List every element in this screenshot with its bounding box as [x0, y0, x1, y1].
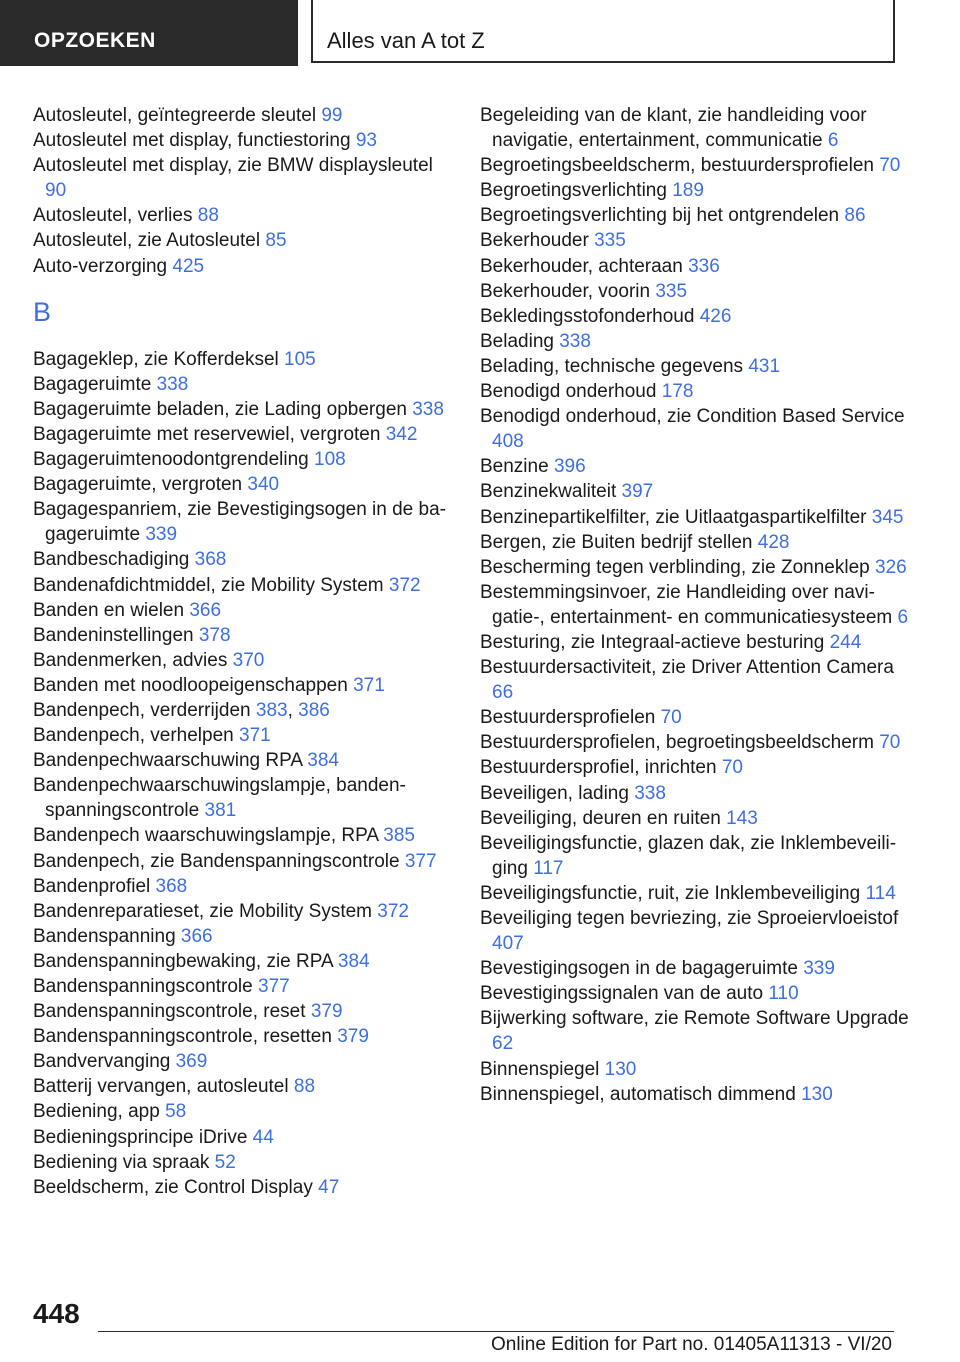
- index-entry: [33, 203, 453, 228]
- page-link[interactable]: 62: [492, 1033, 514, 1055]
- index-entry-text: Begeleiding van de klant, zie handleiding voor navigatie, entertainment, communicatie: [480, 105, 867, 152]
- page-link[interactable]: 385: [383, 825, 415, 847]
- index-entry-text: Bandbeschadiging: [33, 549, 195, 571]
- index-entry-text: Beveiliging, deuren en ruiten: [480, 807, 727, 829]
- page-link[interactable]: 130: [801, 1083, 833, 1105]
- index-entry: [480, 956, 920, 981]
- index-entry: [33, 748, 453, 773]
- page-link[interactable]: 66: [492, 682, 514, 704]
- page-link[interactable]: 338: [156, 373, 189, 395]
- index-entry-text: Autosleutel met display, functiestoring: [33, 130, 356, 152]
- page-link[interactable]: 425: [172, 255, 205, 277]
- page-link[interactable]: 143: [726, 807, 758, 829]
- index-entry: [33, 849, 453, 874]
- page-header: [0, 0, 960, 66]
- index-entry: [33, 573, 453, 598]
- page-link[interactable]: 369: [175, 1051, 208, 1073]
- index-entry: [33, 899, 453, 924]
- index-entry-text: Binnenspiegel: [480, 1058, 605, 1080]
- page-link[interactable]: 6: [827, 130, 839, 152]
- page-link[interactable]: 397: [621, 481, 654, 503]
- page-link[interactable]: 377: [404, 850, 437, 872]
- index-entry: [33, 547, 453, 572]
- index-entry-text: Beveiligen, lading: [480, 782, 635, 804]
- index-entry: [480, 1082, 920, 1107]
- index-entry-text: Autosleutel, zie Autosleutel: [33, 230, 266, 252]
- page-link[interactable]: 342: [385, 423, 418, 445]
- index-entry-text: Begroetingsverlichting: [480, 180, 673, 202]
- index-entry-text: Bekerhouder: [480, 230, 595, 252]
- index-entry: [33, 347, 453, 372]
- page-link[interactable]: 178: [661, 381, 694, 403]
- index-entry-text: Bekledingsstofonderhoud: [480, 305, 700, 327]
- index-entry: [480, 254, 920, 279]
- index-entry: [480, 379, 920, 404]
- index-entry: Bandenpech, verderrijden 383, 386: [33, 699, 330, 721]
- edition-note: Online Edition for Part no. 01405A11313 - VI/20: [490, 1334, 892, 1355]
- page-link[interactable]: 338: [634, 782, 666, 804]
- index-entry-text: Benzine: [480, 456, 554, 478]
- index-entry: [480, 655, 920, 705]
- index-entry-text: Bandvervanging: [33, 1051, 176, 1073]
- index-entry: [480, 454, 920, 479]
- index-entry: [480, 555, 920, 580]
- page-link[interactable]: 47: [318, 1176, 340, 1198]
- index-entry: [480, 831, 920, 881]
- index-entry-text: Bestuurdersprofiel, inrichten: [480, 757, 722, 779]
- index-entry-text: Bestuurdersprofielen, begroetingsbeeldscherm: [480, 732, 880, 754]
- index-column-left: [33, 103, 453, 1200]
- index-entry-text: Bagageruimte: [33, 373, 157, 395]
- page-link[interactable]: 52: [214, 1151, 236, 1173]
- index-entry: [480, 103, 920, 153]
- index-entry: [33, 472, 453, 497]
- index-entry-text: Beveiligingsfunctie, ruit, zie Inklembeveiliging: [480, 882, 866, 904]
- page-link[interactable]: 70: [879, 155, 901, 177]
- index-entry-text: Bandenpechwaarschuwing RPA: [33, 750, 308, 772]
- page-link[interactable]: 105: [284, 348, 316, 370]
- index-entry: [33, 128, 453, 153]
- index-entry: [480, 730, 920, 755]
- index-entry-text: Bandenspanningbewaking, zie RPA: [33, 950, 338, 972]
- page-link[interactable]: 85: [265, 230, 287, 252]
- index-entry: [33, 397, 453, 422]
- index-entry: [33, 103, 453, 128]
- page-link[interactable]: 370: [232, 649, 265, 671]
- index-entry-text: Bestuurdersprofielen: [480, 707, 661, 729]
- page-link[interactable]: 371: [353, 674, 385, 696]
- page-link[interactable]: 372: [377, 900, 409, 922]
- page-link[interactable]: 93: [355, 130, 377, 152]
- index-entry-text: Bekerhouder, voorin: [480, 280, 656, 302]
- index-entry-text: Bandenmerken, advies: [33, 649, 233, 671]
- page-link[interactable]: 338: [559, 330, 591, 352]
- index-entry-text: Batterij vervangen, autosleutel: [33, 1076, 294, 1098]
- page-link[interactable]: 339: [803, 958, 835, 980]
- page-link[interactable]: 386: [298, 699, 330, 721]
- page-link[interactable]: 377: [258, 976, 290, 997]
- index-entry-text: Benzinepartikelfilter, zie Uitlaatgaspartikelfilter: [480, 506, 872, 528]
- index-entry-text: Bedieningsprincipe iDrive: [33, 1126, 253, 1148]
- page-link[interactable]: 70: [660, 707, 682, 729]
- page-link[interactable]: 379: [337, 1026, 369, 1048]
- index-entry: [480, 228, 920, 253]
- index-entry: [33, 723, 453, 748]
- index-entry-text: Bijwerking software, zie Remote Software Upgrade: [480, 1008, 909, 1030]
- index-entry-text: Bagageruimte met reservewiel, vergroten: [33, 423, 386, 445]
- page-link[interactable]: 431: [748, 355, 781, 377]
- index-entry: [480, 755, 920, 780]
- page-link[interactable]: 366: [180, 925, 213, 947]
- chapter-tab[interactable]: Alles van A tot Z: [311, 0, 895, 63]
- index-entry-text: Besturing, zie Integraal-actieve besturing: [480, 631, 830, 653]
- page-link[interactable]: 326: [875, 556, 907, 578]
- index-entry: [33, 422, 453, 447]
- index-entry: [480, 153, 920, 178]
- page-link[interactable]: 44: [252, 1126, 274, 1148]
- index-entry: [33, 924, 453, 949]
- page-link[interactable]: 108: [314, 449, 346, 471]
- index-entry-text: Belading: [480, 330, 560, 352]
- index-entry-text: Beeldscherm, zie Control Display: [33, 1176, 319, 1198]
- index-entry-text: Bergen, zie Buiten bedrijf stellen: [480, 531, 758, 553]
- index-entry: [480, 279, 920, 304]
- index-entry-text: Bandenspanning: [33, 925, 181, 947]
- index-entry: [480, 404, 920, 454]
- index-entry-text: Bediening, app: [33, 1101, 166, 1123]
- index-entry: [33, 648, 453, 673]
- index-entry: [480, 906, 920, 956]
- index-entry-text: Bandenspanningscontrole, resetten: [33, 1026, 338, 1048]
- index-entry: [33, 974, 453, 999]
- index-entry: [33, 949, 453, 974]
- index-entry: [33, 1099, 453, 1124]
- index-entry: [33, 673, 453, 698]
- page-link[interactable]: 114: [865, 882, 896, 904]
- page-link[interactable]: 338: [412, 398, 444, 420]
- page-link[interactable]: 345: [871, 506, 904, 528]
- index-entry: [33, 874, 453, 899]
- index-entry-text: Benodigd onderhoud: [480, 381, 662, 403]
- index-entry: [480, 304, 920, 329]
- index-entry: [33, 228, 453, 253]
- page-link[interactable]: 426: [699, 305, 732, 327]
- page-link[interactable]: 372: [388, 574, 421, 596]
- index-entry: [480, 530, 920, 555]
- index-entry-text: Bevestigingssignalen van de auto: [480, 983, 769, 1005]
- index-entry: [33, 1024, 453, 1049]
- index-entry-text: Banden en wielen: [33, 599, 190, 621]
- index-entry-text: Banden met noodloopeigenschappen: [33, 674, 354, 696]
- page-link[interactable]: 384: [307, 750, 339, 772]
- index-entry: [33, 1074, 453, 1099]
- index-entry: [33, 1150, 453, 1175]
- index-entry: [33, 1175, 453, 1200]
- index-letter-heading: B: [33, 296, 52, 327]
- index-entry-text: Auto-verzorging: [33, 255, 173, 277]
- page-link[interactable]: 379: [310, 1001, 343, 1023]
- page-link[interactable]: 244: [829, 631, 862, 653]
- index-entry: [33, 447, 453, 472]
- index-entry: [480, 479, 920, 504]
- index-entry: [33, 773, 453, 823]
- index-entry-text: Begroetingsverlichting bij het ontgrendelen: [480, 205, 845, 227]
- index-entry: [480, 705, 920, 730]
- index-entry: [33, 153, 453, 203]
- index-entry-text: Bestemmingsinvoer, zie Handleiding over navigatie-, entertainment- en communicatiesysteem: [480, 581, 898, 628]
- index-entry-text: Bagageruimte, vergroten: [33, 474, 248, 496]
- page-link[interactable]: 407: [492, 933, 524, 955]
- index-entry: [480, 1057, 920, 1082]
- page-link[interactable]: 368: [194, 549, 227, 571]
- index-entry: [33, 598, 453, 623]
- index-entry-text: Benodigd onderhoud, zie Condition Based Service: [480, 406, 905, 428]
- page-link[interactable]: 88: [197, 205, 219, 227]
- index-entry: [33, 623, 453, 648]
- index-entry-text: Bandenpech, zie Bandenspanningscontrole: [33, 850, 405, 872]
- page-link[interactable]: 110: [768, 983, 799, 1005]
- index-entry: [33, 999, 453, 1024]
- page-link[interactable]: 383: [255, 699, 288, 721]
- index-entry: [480, 806, 920, 831]
- index-entry: [480, 580, 920, 630]
- index-entry-text: Bandenafdichtmiddel, zie Mobility System: [33, 574, 389, 596]
- index-entry: [33, 1125, 453, 1150]
- page-link[interactable]: 335: [594, 230, 626, 252]
- index-entry-text: Bagagespanriem, zie Bevestigingsogen in de bagageruimte: [33, 499, 446, 546]
- index-entry: [33, 823, 453, 848]
- index-entry-text: Binnenspiegel, automatisch dimmend: [480, 1083, 802, 1105]
- index-entry-text: Autosleutel, geïntegreerde sleutel: [33, 105, 322, 126]
- page-number: 448: [33, 1298, 80, 1329]
- index-entry-text: Bestuurdersactiviteit, zie Driver Attention Camera: [480, 657, 894, 679]
- index-entry-text: Bandenspanningscontrole, reset: [33, 1001, 311, 1023]
- page-link[interactable]: 396: [553, 456, 586, 478]
- page-link[interactable]: 366: [189, 599, 222, 621]
- page-link[interactable]: 90: [45, 180, 67, 202]
- page-link[interactable]: 371: [239, 725, 271, 747]
- page-link[interactable]: 86: [844, 205, 866, 227]
- page-link[interactable]: 335: [655, 280, 688, 302]
- index-entry-text: Bekerhouder, achteraan: [480, 255, 689, 277]
- page-link[interactable]: 368: [155, 875, 188, 897]
- index-entry-text: Bandeninstellingen: [33, 624, 199, 646]
- index-entry-text: Beveiliging tegen bevriezing, zie Sproeiervloeistof: [480, 908, 899, 929]
- index-entry-text: Belading, technische gegevens: [480, 355, 749, 377]
- page-link[interactable]: 381: [204, 800, 237, 822]
- footer-divider: [98, 1331, 894, 1332]
- index-entry-text: Bandenreparatieset, zie Mobility System: [33, 900, 378, 922]
- index-entry: [480, 630, 920, 655]
- index-entry-text: Benzinekwaliteit: [480, 481, 622, 503]
- index-entry-text: Bandenpech, verhelpen: [33, 725, 239, 747]
- page-link[interactable]: 99: [321, 105, 343, 126]
- index-entry-text: Bediening via spraak: [33, 1151, 215, 1173]
- index-entry: [480, 354, 920, 379]
- index-entry-text: Bagageklep, zie Kofferdeksel: [33, 348, 285, 370]
- index-entry-text: Bandenpechwaarschuwingslampje, bandenspanningscontrole: [33, 775, 406, 822]
- index-entry: [480, 781, 920, 806]
- page-link[interactable]: 339: [145, 524, 178, 546]
- index-entry-text: Bandenpech waarschuwingslampje, RPA: [33, 825, 384, 847]
- index-entry-text: Autosleutel, verlies: [33, 205, 198, 227]
- index-entry: [33, 1049, 453, 1074]
- index-entry: [480, 505, 920, 530]
- index-entry-text: Bandenpech, verderrijden: [33, 699, 256, 721]
- index-entry: [480, 329, 920, 354]
- page-link[interactable]: 189: [672, 180, 704, 202]
- index-entry: [480, 881, 920, 906]
- page-link[interactable]: 70: [721, 757, 743, 779]
- index-entry-text: Beveiligingsfunctie, glazen dak, zie Inklembeveiliging: [480, 832, 897, 879]
- section-tab[interactable]: OPZOEKEN: [0, 0, 298, 66]
- index-entry-text: Begroetingsbeeldscherm, bestuurdersprofielen: [480, 155, 880, 177]
- index-entry: [33, 254, 453, 279]
- index-entry-text: Bandenspanningscontrole: [33, 976, 259, 997]
- index-entry: [33, 372, 453, 397]
- page-link[interactable]: 408: [492, 431, 524, 453]
- index-entry-text: Bagageruimtenoodontgrendeling: [33, 449, 314, 471]
- page-link[interactable]: 378: [198, 624, 231, 646]
- index-entry-text: Bescherming tegen verblinding, zie Zonneklep: [480, 556, 876, 578]
- index-entry: [480, 178, 920, 203]
- page-link[interactable]: 88: [293, 1076, 316, 1098]
- page-link[interactable]: 117: [533, 857, 564, 879]
- page-link[interactable]: 130: [604, 1058, 637, 1080]
- index-entry: [33, 497, 453, 547]
- index-entry-text: Bevestigingsogen in de bagageruimte: [480, 958, 804, 980]
- page-link[interactable]: 340: [247, 474, 280, 496]
- index-entry-text: Bandenprofiel: [33, 875, 156, 897]
- index-column-right: [480, 103, 920, 1107]
- page-link[interactable]: 70: [879, 732, 901, 754]
- index-entry-text: Bagageruimte beladen, zie Lading opbergen: [33, 398, 413, 420]
- index-entry-text: Autosleutel met display, zie BMW displaysleutel: [33, 155, 433, 177]
- page-link[interactable]: 6: [897, 606, 909, 628]
- page-link[interactable]: 58: [165, 1101, 187, 1123]
- index-entry: [480, 203, 920, 228]
- page-link[interactable]: 384: [337, 950, 370, 972]
- page-link[interactable]: 428: [757, 531, 790, 553]
- page-link[interactable]: 336: [688, 255, 720, 277]
- index-entry: [480, 981, 920, 1006]
- index-entry: [480, 1006, 920, 1056]
